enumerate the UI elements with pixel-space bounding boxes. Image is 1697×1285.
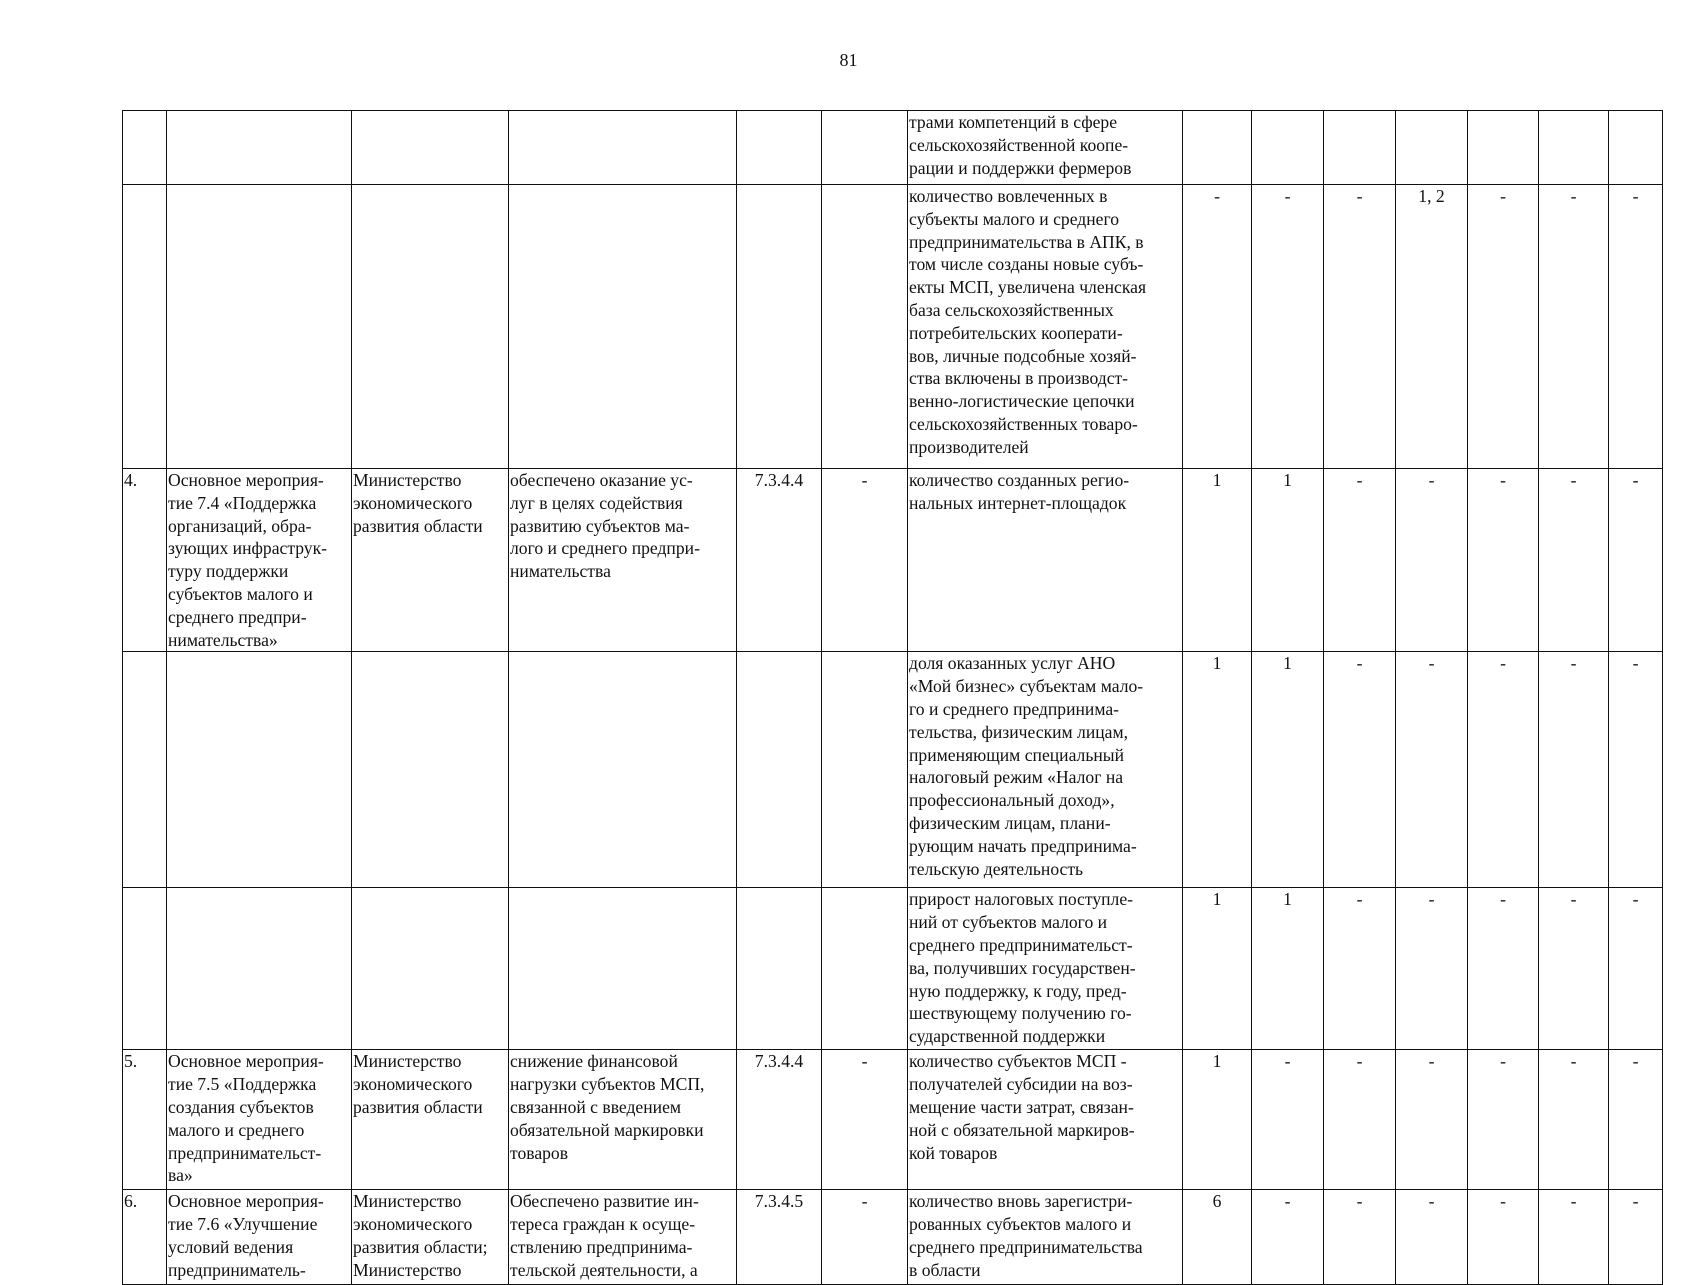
cell-expected-result: обеспечено оказание ус- луг в целях содействия развитию субъектов ма- лого и среднего предпри- нимательства <box>509 469 737 652</box>
cell-expected-result <box>509 111 737 185</box>
cell-responsible-executor <box>352 185 509 469</box>
cell-year-7 <box>1609 111 1663 185</box>
cell-link-code <box>737 185 822 469</box>
cell-year-1: 1 <box>1183 1050 1252 1190</box>
cell-indicator-name: количество созданных регио- нальных интернет-площадок <box>908 469 1183 652</box>
cell-column-6: - <box>822 1190 908 1285</box>
cell-link-code <box>737 111 822 185</box>
cell-expected-result <box>509 652 737 888</box>
cell-indicator-name: количество вновь зарегистри- рованных субъектов малого и среднего предпринимательства в области <box>908 1190 1183 1285</box>
cell-year-1: - <box>1183 185 1252 469</box>
cell-year-5 <box>1468 111 1539 185</box>
cell-year-3: - <box>1324 1050 1396 1190</box>
cell-year-4: - <box>1396 469 1468 652</box>
table-row <box>123 185 1663 469</box>
cell-year-2: - <box>1252 1190 1324 1285</box>
cell-year-3 <box>1324 111 1396 185</box>
cell-year-4: - <box>1396 652 1468 888</box>
cell-year-6: - <box>1539 185 1609 469</box>
cell-year-6 <box>1539 111 1609 185</box>
cell-column-6 <box>822 111 908 185</box>
cell-expected-result <box>509 888 737 1050</box>
table-row <box>123 111 1663 185</box>
cell-responsible-executor <box>352 888 509 1050</box>
cell-year-7: - <box>1609 888 1663 1050</box>
cell-year-1: 6 <box>1183 1190 1252 1285</box>
cell-column-6 <box>822 888 908 1050</box>
table-row <box>123 469 1663 652</box>
program-table <box>122 110 1663 1285</box>
cell-year-4 <box>1396 111 1468 185</box>
cell-year-7: - <box>1609 469 1663 652</box>
cell-year-2 <box>1252 111 1324 185</box>
cell-year-4: - <box>1396 1050 1468 1190</box>
cell-responsible-executor <box>352 652 509 888</box>
cell-indicator-name: прирост налоговых поступле- ний от субъектов малого и среднего предпринимательст- ва, получивших государствен- ную поддержку, к году, пред- шествующему получению го- сударственной поддержки <box>908 888 1183 1050</box>
cell-year-5: - <box>1468 469 1539 652</box>
cell-measure-name <box>167 888 352 1050</box>
cell-column-6 <box>822 185 908 469</box>
cell-indicator-name: доля оказанных услуг АНО «Мой бизнес» субъектам мало- го и среднего предпринима- тельства, физическим лицам, применяющим специальный налоговый режим «Налог на профессиональный доход», физическим лицам, плани- рующим начать предпринима- тельскую деятельность <box>908 652 1183 888</box>
cell-measure-name <box>167 111 352 185</box>
cell-year-3: - <box>1324 888 1396 1050</box>
cell-year-2: 1 <box>1252 888 1324 1050</box>
cell-link-code: 7.3.4.4 <box>737 469 822 652</box>
cell-indicator-name: количество субъектов МСП - получателей субсидии на воз- мещение части затрат, связан- ной с обязательной маркиров- кой товаров <box>908 1050 1183 1190</box>
cell-responsible-executor: Министерство экономического развития области <box>352 1050 509 1190</box>
cell-year-5: - <box>1468 1190 1539 1285</box>
cell-responsible-executor: Министерство экономического развития области <box>352 469 509 652</box>
cell-expected-result: Обеспечено развитие ин- тереса граждан к осуще- ствлению предпринима- тельской деятельности, а <box>509 1190 737 1285</box>
cell-row-number <box>123 888 167 1050</box>
cell-row-number <box>123 185 167 469</box>
cell-link-code <box>737 888 822 1050</box>
cell-year-1: 1 <box>1183 652 1252 888</box>
cell-year-2: - <box>1252 185 1324 469</box>
table-row <box>123 1050 1663 1190</box>
cell-year-2: - <box>1252 1050 1324 1190</box>
cell-year-1: 1 <box>1183 888 1252 1050</box>
cell-measure-name: Основное мероприя- тие 7.4 «Поддержка организаций, обра- зующих инфраструк- туру поддержки субъектов малого и среднего предпри- нимательства» <box>167 469 352 652</box>
cell-year-2: 1 <box>1252 652 1324 888</box>
cell-year-7: - <box>1609 1050 1663 1190</box>
cell-column-6: - <box>822 469 908 652</box>
cell-link-code: 7.3.4.5 <box>737 1190 822 1285</box>
cell-year-3: - <box>1324 1190 1396 1285</box>
cell-measure-name: Основное мероприя- тие 7.6 «Улучшение условий ведения предприниматель- <box>167 1190 352 1285</box>
cell-responsible-executor: Министерство экономического развития области; Министерство <box>352 1190 509 1285</box>
cell-year-6: - <box>1539 1050 1609 1190</box>
cell-year-6: - <box>1539 469 1609 652</box>
cell-responsible-executor <box>352 111 509 185</box>
page-number: 81 <box>839 50 858 70</box>
cell-year-1 <box>1183 111 1252 185</box>
cell-year-4: - <box>1396 888 1468 1050</box>
cell-column-6: - <box>822 1050 908 1190</box>
cell-year-7: - <box>1609 652 1663 888</box>
cell-year-1: 1 <box>1183 469 1252 652</box>
cell-expected-result <box>509 185 737 469</box>
cell-column-6 <box>822 652 908 888</box>
cell-year-5: - <box>1468 652 1539 888</box>
cell-year-5: - <box>1468 185 1539 469</box>
cell-year-5: - <box>1468 1050 1539 1190</box>
cell-year-4: - <box>1396 1190 1468 1285</box>
cell-row-number <box>123 652 167 888</box>
cell-year-6: - <box>1539 888 1609 1050</box>
cell-link-code: 7.3.4.4 <box>737 1050 822 1190</box>
cell-year-3: - <box>1324 185 1396 469</box>
cell-indicator-name: трами компетенций в сфере сельскохозяйственной коопе- рации и поддержки фермеров <box>908 111 1183 185</box>
cell-row-number <box>123 111 167 185</box>
cell-year-7: - <box>1609 1190 1663 1285</box>
cell-row-number: 5. <box>123 1050 167 1190</box>
cell-year-6: - <box>1539 1190 1609 1285</box>
cell-year-6: - <box>1539 652 1609 888</box>
cell-year-5: - <box>1468 888 1539 1050</box>
cell-link-code <box>737 652 822 888</box>
cell-year-4: 1, 2 <box>1396 185 1468 469</box>
cell-year-2: 1 <box>1252 469 1324 652</box>
cell-expected-result: снижение финансовой нагрузки субъектов МСП, связанной с введением обязательной маркировки товаров <box>509 1050 737 1190</box>
cell-year-7: - <box>1609 185 1663 469</box>
cell-indicator-name: количество вовлеченных в субъекты малого и среднего предпринимательства в АПК, в том числе созданы новые субъ- екты МСП, увеличена членская база сельскохозяйственных потребительских кооперати- вов, личные подсобные хозяй- ства включены в производст- венно-логистические цепочки сельскохозяйственных товаро- производителей <box>908 185 1183 469</box>
table-row <box>123 888 1663 1050</box>
cell-measure-name <box>167 185 352 469</box>
cell-measure-name: Основное мероприя- тие 7.5 «Поддержка создания субъектов малого и среднего предпринимательст- ва» <box>167 1050 352 1190</box>
table-row <box>123 652 1663 888</box>
cell-year-3: - <box>1324 469 1396 652</box>
cell-measure-name <box>167 652 352 888</box>
cell-year-3: - <box>1324 652 1396 888</box>
cell-row-number: 6. <box>123 1190 167 1285</box>
cell-row-number: 4. <box>123 469 167 652</box>
table-row <box>123 1190 1663 1285</box>
